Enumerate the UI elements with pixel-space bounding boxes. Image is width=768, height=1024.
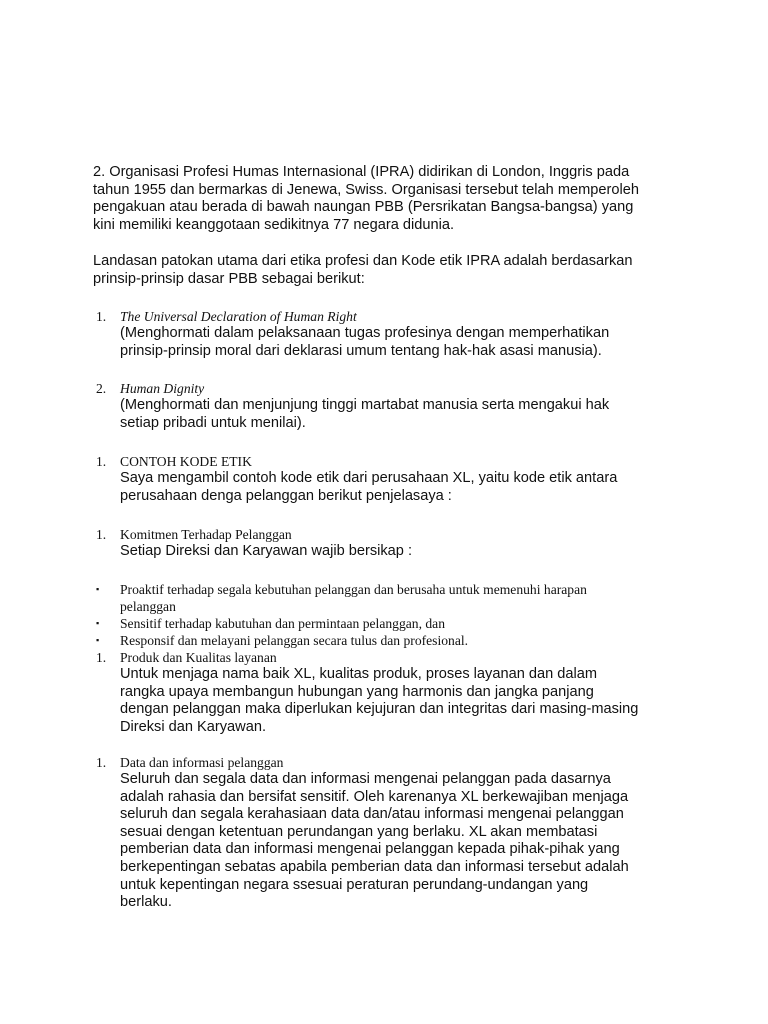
list-number: 1. xyxy=(96,755,107,770)
bullet-icon: ▪ xyxy=(96,618,100,628)
bullet-icon: ▪ xyxy=(96,635,100,645)
text-line: 2. Organisasi Profesi Humas Internasional (IPRA) didirikan di London, Inggris pada xyxy=(93,164,630,180)
intro-paragraph-2 xyxy=(93,253,683,288)
text-line: setiap pribadi untuk menilai). xyxy=(120,414,306,431)
list-item-heading: The Universal Declaration of Human Right xyxy=(120,309,357,324)
list-number: 1. xyxy=(96,650,107,665)
list-item-heading: Data dan informasi pelanggan xyxy=(120,755,284,770)
text-line: adalah rahasia dan bersifat sensitif. Oleh karenanya XL berkewajiban menjaga xyxy=(120,788,629,805)
text-line: (Menghormati dan menjunjung tinggi martabat manusia serta mengakui hak xyxy=(120,397,610,413)
text-line: pemberian data dan informasi mengenai pelanggan kepada pihak-pihak yang xyxy=(120,841,620,858)
text-line: kini memiliki keanggotaan sedikitnya 77 negara didunia. xyxy=(93,216,455,233)
text-line: berkepentingan sebatas apabila pemberian data dan informasi tersebut adalah xyxy=(120,858,629,875)
text-line: seluruh dan segala kerahasiaan data dan/atau informasi mengenai pelanggan xyxy=(120,806,624,823)
list-item-heading: Produk dan Kualitas layanan xyxy=(120,650,277,665)
list-number: 1. xyxy=(96,527,107,542)
list-number: 2. xyxy=(96,381,107,396)
list-item-heading: CONTOH KODE ETIK xyxy=(120,454,252,469)
text-line: prinsip-prinsip moral dari deklarasi umum tentang hak-hak asasi manusia). xyxy=(120,342,602,359)
text-line: pengakuan atau berada di bawah naungan PBB (Persrikatan Bangsa-bangsa) yang xyxy=(93,199,634,216)
bullet-icon: ▪ xyxy=(96,584,100,594)
list-item-heading: Human Dignity xyxy=(120,381,205,396)
text-line: Untuk menjaga nama baik XL, kualitas produk, proses layanan dan dalam xyxy=(120,666,598,682)
text-line: rangka upaya membangun hubungan yang harmonis dan jangka panjang xyxy=(120,683,594,700)
text-line: dengan pelanggan maka diperlukan kejujuran dan integritas dari masing-masing xyxy=(120,701,639,718)
list-number: 1. xyxy=(96,454,107,469)
text-line: (Menghormati dalam pelaksanaan tugas profesinya dengan memperhatikan xyxy=(120,325,610,341)
text-line: Direksi dan Karyawan. xyxy=(120,718,267,735)
text-line: Landasan patokan utama dari etika profesi dan Kode etik IPRA adalah berdasarkan xyxy=(93,253,633,269)
text-line: untuk kepentingan negara ssesuai peraturan perundang-undangan yang xyxy=(120,876,589,893)
list-item-heading: Komitmen Terhadap Pelanggan xyxy=(120,527,292,542)
text-line: berlaku. xyxy=(120,894,172,911)
intro-paragraph-1 xyxy=(93,164,683,234)
list-number: 1. xyxy=(96,309,107,324)
text-line: Proaktif terhadap segala kebutuhan pelanggan dan berusaha untuk memenuhi harapan xyxy=(120,582,587,597)
text-line: pelanggan xyxy=(120,599,176,614)
text-line: tahun 1955 dan bermarkas di Jenewa, Swiss. Organisasi tersebut telah memperoleh xyxy=(93,181,639,198)
text-line: Sensitif terhadap kabutuhan dan permintaan pelanggan, dan xyxy=(120,616,446,631)
text-line: Seluruh dan segala data dan informasi mengenai pelanggan pada dasarnya xyxy=(120,771,611,787)
text-line: Saya mengambil contoh kode etik dari perusahaan XL, yaitu kode etik antara xyxy=(120,470,618,486)
text-line: Setiap Direksi dan Karyawan wajib bersikap : xyxy=(120,543,413,559)
text-line: sesuai dengan ketentuan perundangan yang berlaku. XL akan membatasi xyxy=(120,823,598,840)
text-line: perusahaan denga pelanggan berikut penjelasaya : xyxy=(120,487,452,504)
text-line: Responsif dan melayani pelanggan secara tulus dan profesional. xyxy=(120,633,469,648)
text-line: prinsip-prinsip dasar PBB sebagai berikut: xyxy=(93,270,365,287)
